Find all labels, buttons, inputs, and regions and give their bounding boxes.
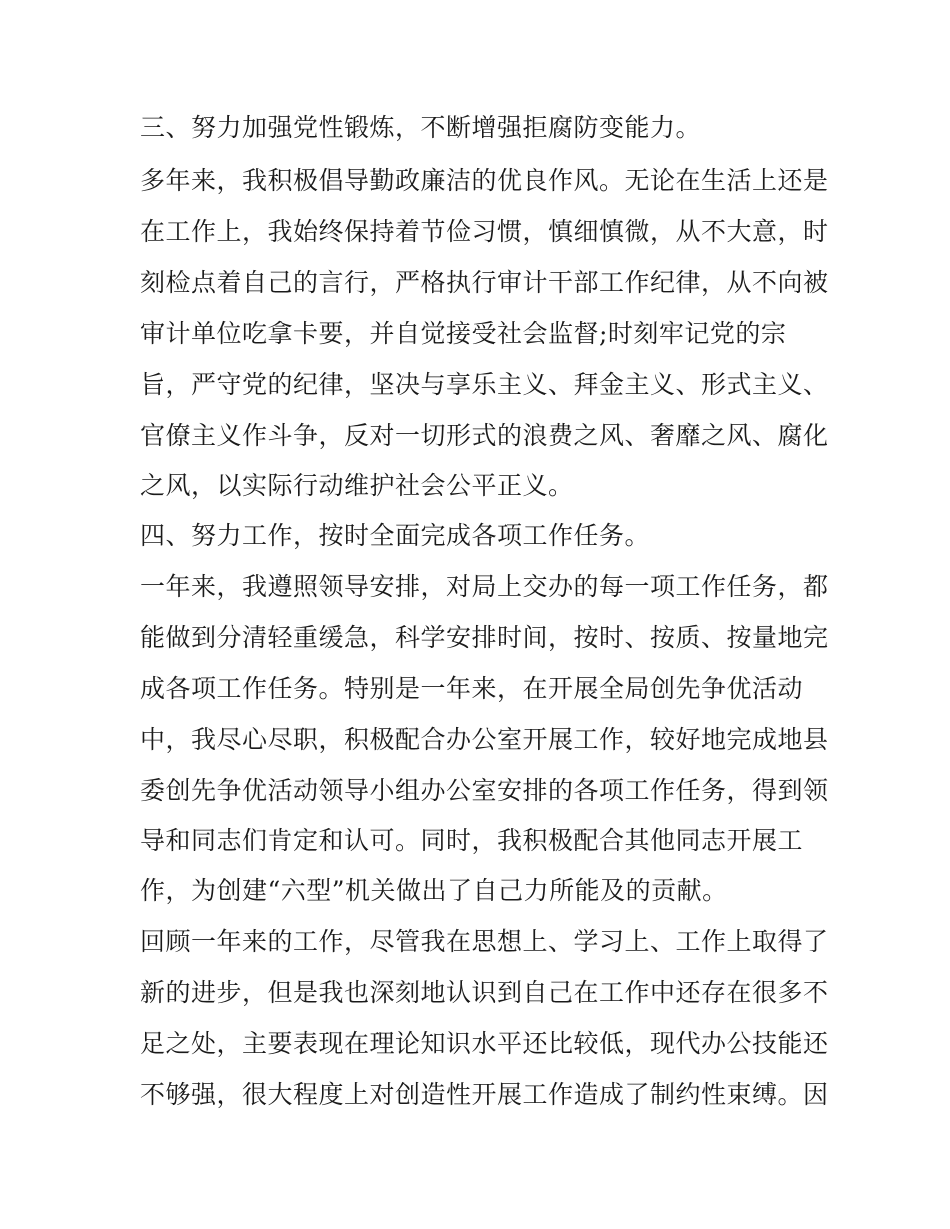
text-line: 多年来，我积极倡导勤政廉洁的优良作风。无论在生活上还是 [140,166,829,195]
text-line: 作，为创建“六型”机关做出了自己力所能及的贡献。 [140,876,728,905]
text-line: 官僚主义作斗争，反对一切形式的浪费之风、奢靡之风、腐化 [140,421,829,450]
text-line: 委创先争优活动领导小组办公室安排的各项工作任务，得到领 [140,776,829,805]
text-line: 新的进步，但是我也深刻地认识到自己在工作中还存在很多不 [140,978,829,1007]
text-line: 三、努力加强党性锻炼，不断增强拒腐防变能力。 [140,113,702,142]
text-line: 回顾一年来的工作，尽管我在思想上、学习上、工作上取得了 [140,927,829,956]
text-line: 在工作上，我始终保持着节俭习惯，慎细慎微，从不大意，时 [140,217,829,246]
text-line: 能做到分清轻重缓急，科学安排时间，按时、按质、按量地完 [140,623,829,652]
text-line: 足之处，主要表现在理论知识水平还比较低，现代办公技能还 [140,1029,829,1058]
text-line: 四、努力工作，按时全面完成各项工作任务。 [140,521,651,550]
text-line: 导和同志们肯定和认可。同时，我积极配合其他同志开展工 [140,826,804,855]
text-line: 刻检点着自己的言行，严格执行审计干部工作纪律，从不向被 [140,268,829,297]
text-line: 审计单位吃拿卡要，并自觉接受社会监督;时刻牢记党的宗 [140,319,787,348]
text-line: 一年来，我遵照领导安排，对局上交办的每一项工作任务，都 [140,572,829,601]
text-line: 之风，以实际行动维护社会公平正义。 [140,471,574,500]
text-line: 中，我尽心尽职，积极配合办公室开展工作，较好地完成地县 [140,725,829,754]
text-line: 旨，严守党的纪律，坚决与享乐主义、拜金主义、形式主义、 [140,370,829,399]
text-line: 不够强，很大程度上对创造性开展工作造成了制约性束缚。因 [140,1080,829,1109]
text-line: 成各项工作任务。特别是一年来，在开展全局创先争优活动 [140,674,804,703]
